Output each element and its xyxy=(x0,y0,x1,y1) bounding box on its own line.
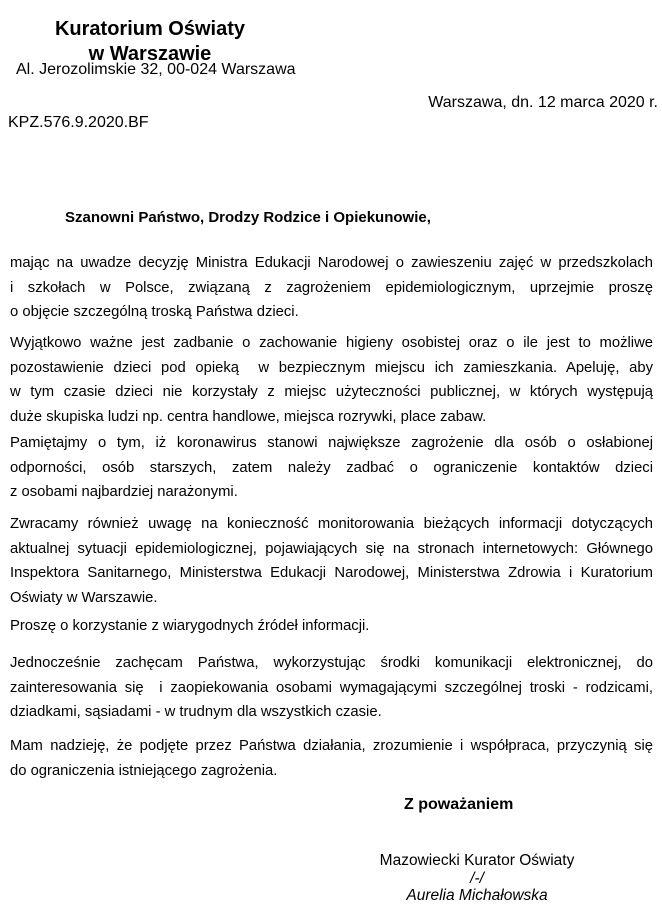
signature-title: Mazowiecki Kurator Oświaty xyxy=(379,852,575,869)
paragraph-line: Inspektora Sanitarnego, Ministerstwa Edukacji Narodowej, Ministerstwa Zdrowia i Kuratorium xyxy=(10,565,653,581)
paragraph-line: Jednocześnie zachęcam Państwa, wykorzystując środki komunikacji elektronicznej, do xyxy=(10,655,653,671)
paragraph-line: duże skupiska ludzi np. centra handlowe, miejsca rozrywki, place zabaw. xyxy=(10,408,487,425)
signature-name: Aurelia Michałowska xyxy=(406,887,548,904)
paragraph-line: mając na uwadze decyzję Ministra Edukacji Narodowej o zawieszeniu zajęć w przedszkolach xyxy=(10,255,653,271)
paragraph-line: dziadkami, sąsiadami - w trudnym dla wszystkich czasie. xyxy=(10,704,382,720)
org-name-line1: Kuratorium Oświaty xyxy=(54,18,246,40)
paragraph-line: o objęcie szczególną troską Państwa dzieci. xyxy=(10,304,299,320)
paragraph xyxy=(10,331,653,429)
paragraph-line: Wyjątkowo ważne jest zadbanie o zachowanie higieny osobistej oraz o ile jest to możliwe xyxy=(10,335,653,351)
paragraph-line: odporności, osób starszych, zatem należy zadbać o ograniczenie kontaktów dzieci xyxy=(10,459,653,476)
reference-number: KPZ.576.9.2020.BF xyxy=(8,114,149,131)
salutation: Szanowni Państwo, Drodzy Rodzice i Opiekunowie, xyxy=(65,209,431,226)
paragraph xyxy=(10,614,653,639)
paragraph-line: Proszę o korzystanie z wiarygodnych źródeł informacji. xyxy=(10,618,370,634)
paragraph-line: z osobami najbardziej narażonymi. xyxy=(10,484,238,500)
closing-phrase: Z poważaniem xyxy=(404,796,514,813)
paragraph-line: aktualnej sytuacji epidemiologicznej, pojawiających się na stronach internetowych: Głównego xyxy=(10,540,653,557)
paragraph xyxy=(10,251,653,325)
paragraph-line: Pamiętajmy o tym, iż koronawirus stanowi największe zagrożenie dla osób o osłabionej xyxy=(10,435,653,451)
paragraph xyxy=(10,431,653,505)
dateline: Warszawa, dn. 12 marca 2020 r. xyxy=(428,94,658,111)
signature-block xyxy=(327,852,627,905)
signature-mark: /-/ xyxy=(470,869,484,887)
paragraph-line: zainteresowania się i zaopiekowania osobami wymagającymi szczególnej troski - rodzicami, xyxy=(10,679,653,696)
paragraph-line: pozostawienie dzieci pod opieką w bezpiecznym miejscu ich zamieszkania. Apeluję, aby xyxy=(10,359,653,376)
paragraph-line: Zwracamy również uwagę na konieczność monitorowania bieżących informacji dotyczących xyxy=(10,516,653,532)
org-address: Al. Jerozolimskie 32, 00-024 Warszawa xyxy=(16,61,296,78)
paragraph-line: Mam nadzieję, że podjęte przez Państwa działania, zrozumienie i współpraca, przyczynią się xyxy=(10,738,653,754)
paragraph-line: i szkołach w Polsce, związaną z zagrożeniem epidemiologicznym, uprzejmie proszę xyxy=(10,279,653,296)
paragraph-line: w tym czasie dzieci nie korzystały z miejsc użyteczności publicznej, w których występują xyxy=(10,384,653,400)
paragraph xyxy=(10,734,653,783)
paragraph-line: do ograniczenia istniejącego zagrożenia. xyxy=(10,762,278,779)
paragraph xyxy=(10,651,653,725)
paragraph xyxy=(10,512,653,610)
org-name-line2: w Warszawie xyxy=(88,43,212,65)
paragraph-line: Oświaty w Warszawie. xyxy=(10,589,158,606)
